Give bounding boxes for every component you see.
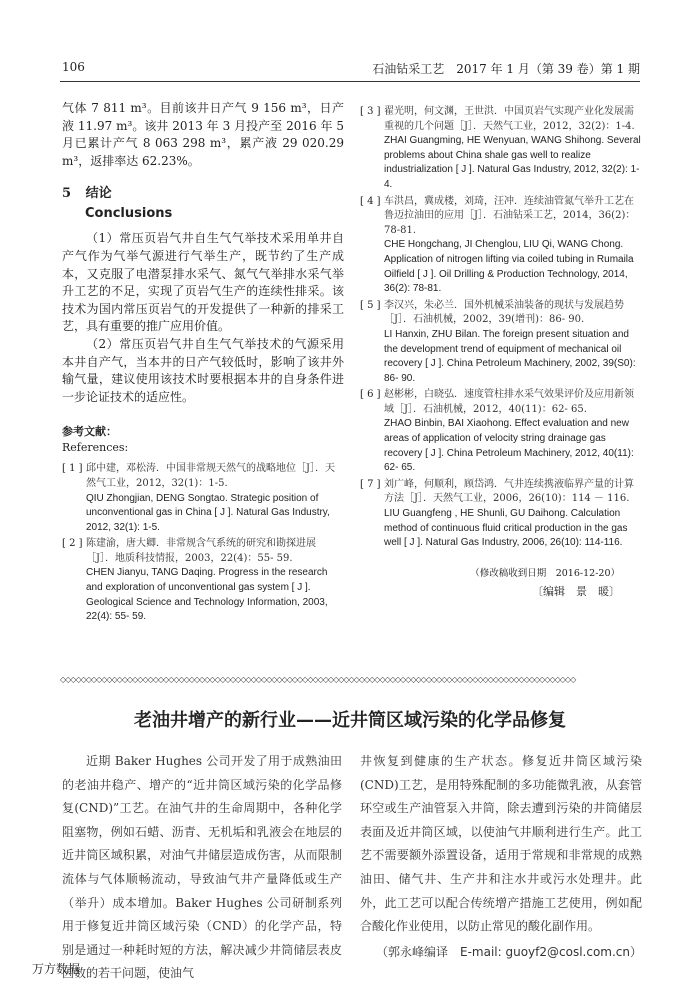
references-title-en: References: <box>62 441 129 455</box>
reference-item <box>62 537 344 625</box>
reference-item <box>360 195 642 297</box>
conclusion-2: （2）常压页岩气井自生气气举技术的气源采用本井自产气，当本井的日产气较低时，影响了该井外输气量，建议使用该技术时要根据本井的自身条件进一步论证技术的适应性。 <box>62 336 344 404</box>
reference-en: ZHAI Guangming, HE Wenyuan, WANG Shihong. Several problems about China shale gas well to realize industrialization [ J ]. Natural Gas Industry, 2012, 32(2): 1-4. <box>384 135 641 190</box>
reference-number: [ 2 ] <box>62 538 83 550</box>
reference-number: [ 3 ] <box>360 106 381 117</box>
reference-zh: 邱中建，邓松涛．中国非常规天然气的战略地位［J］．天然气工业，2012，32(1)：1-5. <box>86 463 336 489</box>
reference-en: ZHAO Binbin, BAI Xiaohong. Effect evaluation and new areas of application of velocity string drainage gas recovery [ J ]. China Petroleum Machinery, 2012, 40(11): 62- 65. <box>384 418 634 474</box>
reference-zh: 李汉兴，朱必兰．国外机械采油装备的现状与发展趋势［J］．石油机械，2002，39(增刊)：86- 90. <box>384 299 624 326</box>
diamond-divider: ◇◇◇◇◇◇◇◇◇◇◇◇◇◇◇◇◇◇◇◇◇◇◇◇◇◇◇◇◇◇◇◇◇◇◇◇◇◇◇◇◇◇◇◇◇◇◇◇◇◇◇◇◇◇◇◇◇◇◇◇◇◇◇◇◇◇◇◇◇◇◇◇◇◇◇◇◇◇◇◇◇◇◇◇◇◇◇◇◇◇◇◇◇◇◇◇◇◇◇◇ <box>60 676 576 684</box>
reference-number: [ 7 ] <box>360 478 381 490</box>
reference-item <box>360 299 642 387</box>
section-title-en: Conclusions <box>85 206 173 222</box>
news-left-column <box>62 750 342 986</box>
page-number: 106 <box>62 60 85 74</box>
conclusion-1: （1）常压页岩气井自生气气举技术采用单井自产气作为气举气源进行气举生产，既节约了生产成本，又克服了电潜泵排水采气、氮气气举排水采气举升工艺的不足，实现了页岩气生产的连续性排采。该技术为国内常压页岩气的开发提供了一种新的排采工艺，具有重要的推广应用价值。 <box>62 231 344 334</box>
reference-zh: 赵彬彬，白晓弘．速度管柱排水采气效果评价及应用新领域［J］．石油机械，2012，40(11)：62- 65. <box>384 389 634 415</box>
section-title-zh: 结论 <box>85 186 112 202</box>
reference-item <box>360 388 642 476</box>
news-title: 老油井增产的新行业——近井筒区域污染的化学品修复 <box>134 710 566 731</box>
left-column <box>62 100 344 627</box>
editor-credit: 〔编辑 景 暖〕 <box>532 584 620 598</box>
reference-number: [ 5 ] <box>360 299 381 311</box>
journal-header: 石油钻采工艺 2017 年 1 月（第 39 卷）第 1 期 <box>372 62 640 76</box>
reference-en: CHEN Jianyu, TANG Daqing. Progress in the research and exploration of unconventional gas system [ J ]. Geological Science and Technology Information, 2003, 22(4): 55- 59. <box>86 567 328 623</box>
reference-number: [ 6 ] <box>360 389 381 401</box>
reference-en: LI Hanxin, ZHU Bilan. The foreign present situation and the development trend of equipment of mechanical oil recovery [ J ]. China Petroleum Machinery, 2002, 39(S0): 86- 90. <box>384 328 636 384</box>
news-paragraph-left: 近期 Baker Hughes 公司开发了用于成熟油田的老油井稳产、增产的“近井筒区域污染的化学品修复(CND)”工艺。在油气井的生命周期中，各种化学阻塞物，例如石蜡、沥青、无机垢和乳液会在地层的近井筒区域积累，对油气井储层造成伤害，从而限制流体与气体顺畅流动，导致油气井产量降低或生产（举升）成本增加。Baker Hughes 公司研制系列用于修复近井筒区域污染（CND）的化学产品，特别是通过一种耗时短的方法，解决减少井筒储层表皮因数的若干问题，使油气 <box>62 754 342 981</box>
reference-en: LIU Guangfeng , HE Shunli, GU Daihong. Calculation method of continuous fluid critical production in the gas well [ J ]. Natural Gas Industry, 2006, 26(10): 114-116. <box>384 508 628 549</box>
received-date: （修改稿收到日期 2016-12-20） <box>470 567 620 579</box>
section-number: 5 <box>62 186 72 202</box>
reference-en: CHE Hongchang, JI Chenglou, LIU Qi, WANG Chong. Application of nitrogen lifting via coiled tubing in Rumaila Oilfield [ J ]. Oil Drilling & Production Technology, 2014, 36(2): 78-81. <box>384 239 634 295</box>
reference-number: [ 4 ] <box>360 195 381 207</box>
section-heading <box>62 184 344 224</box>
database-watermark: 万方数据 <box>32 962 81 976</box>
reference-zh: 车洪昌，冀成楼，刘琦，汪冲．连续油管氮气举升工艺在鲁迈拉油田的应用［J］．石油钻采工艺，2014，36(2)：78-81. <box>384 195 636 236</box>
translator-credit: （郭永峰编译 E-mail: guoyf2@cosl.com.cn） <box>376 944 642 959</box>
right-column <box>360 105 642 599</box>
reference-item <box>360 105 642 193</box>
reference-item <box>360 478 642 551</box>
news-paragraph-right: 井恢复到健康的生产状态。修复近井筒区域污染(CND)工艺，是用特殊配制的多功能微乳液，从套管环空或生产油管泵入井筒，除去遭到污染的井筒储层表面及近井筒区域，以使油气井顺利进行生产。此工艺不需要额外添置设备，适用于常规和非常规的成熟油田、储气井、生产井和注水井或污水处理井。此外，此工艺可以配合传统增产措施工艺使用，例如配合酸化作业使用，以防止常见的酸化副作用。 <box>360 754 642 934</box>
reference-number: [ 1 ] <box>62 463 83 475</box>
reference-zh: 陈建渝，唐大卿．非常规含气系统的研究和勘探进展［J］．地质科技情报，2003，22(4)：55- 59. <box>86 538 316 564</box>
references-title-zh: 参考文献： <box>62 425 117 439</box>
header-rule <box>60 81 640 82</box>
reference-zh: 翟光明，何文渊，王世洪．中国页岩气实现产业化发展需重视的几个问题［J］．天然气工业，2012，32(2)：1-4. <box>384 106 635 132</box>
reference-en: QIU Zhongjian, DENG Songtao. Strategic position of unconventional gas in China [ J ]. Natural Gas Industry, 2012, 32(1): 1-5. <box>86 492 330 533</box>
news-right-column <box>360 750 642 960</box>
reference-zh: 刘广峰，何顺利，顾岱鸿．气井连续携液临界产量的计算方法［J］．天然气工业，2006，26(10)：114 － 116. <box>384 478 634 505</box>
intro-paragraph: 气体 7 811 m³。目前该井日产气 9 156 m³，日产液 11.97 m³。该井 2013 年 3 月投产至 2016 年 5 月已累计产气 8 063 298 m³，累产液 29 020.29 m³，返排率达 62.23%。 <box>62 101 344 168</box>
reference-item <box>62 462 344 535</box>
